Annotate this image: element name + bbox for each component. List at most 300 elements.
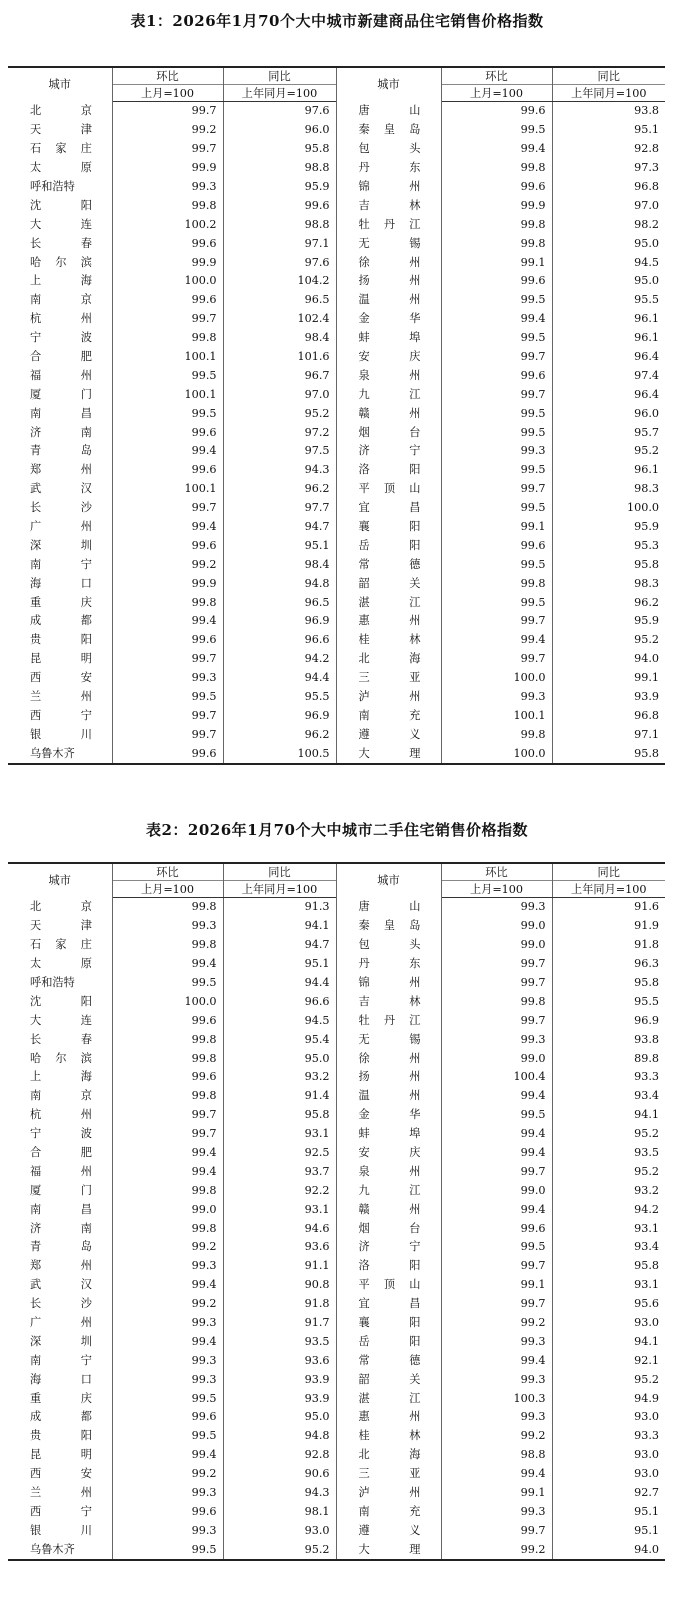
yoy-value: 93.5 bbox=[223, 1332, 336, 1351]
mom-value: 100.1 bbox=[441, 707, 552, 726]
yoy-value: 95.0 bbox=[552, 272, 665, 291]
mom-value: 99.4 bbox=[112, 612, 223, 631]
table-row bbox=[8, 936, 665, 955]
city-label: 韶 关 bbox=[358, 576, 421, 590]
table-row bbox=[8, 178, 665, 197]
city-label: 济 南 bbox=[30, 425, 92, 439]
mom-value: 99.7 bbox=[441, 955, 552, 974]
city-name bbox=[336, 612, 441, 631]
mom-value: 99.6 bbox=[441, 536, 552, 555]
city-label: 无 锡 bbox=[358, 236, 421, 250]
city-name bbox=[8, 215, 112, 234]
city-label: 合 肥 bbox=[30, 1146, 92, 1160]
yoy-value: 95.9 bbox=[223, 178, 336, 197]
table-row bbox=[8, 1540, 665, 1560]
city-label: 常 德 bbox=[358, 557, 421, 571]
city-name bbox=[336, 574, 441, 593]
yoy-value: 95.1 bbox=[552, 1521, 665, 1540]
city-name bbox=[336, 536, 441, 555]
city-name bbox=[8, 423, 112, 442]
mom-value: 99.8 bbox=[112, 1087, 223, 1106]
yoy-value: 95.5 bbox=[223, 688, 336, 707]
city-label: 海 口 bbox=[30, 576, 92, 590]
yoy-value: 95.8 bbox=[552, 1257, 665, 1276]
table-row bbox=[8, 1087, 665, 1106]
mom-value: 99.3 bbox=[441, 1408, 552, 1427]
yoy-value: 91.1 bbox=[223, 1257, 336, 1276]
city-label: 杭 州 bbox=[30, 312, 92, 326]
yoy-value: 96.7 bbox=[223, 366, 336, 385]
city-label: 大 理 bbox=[358, 746, 421, 760]
city-name bbox=[8, 253, 112, 272]
city-name bbox=[8, 518, 112, 537]
city-label: 沈 阳 bbox=[30, 198, 92, 212]
city-label: 郑 州 bbox=[30, 463, 92, 477]
city-name bbox=[8, 121, 112, 140]
city-label: 长 春 bbox=[30, 1032, 92, 1046]
yoy-value: 95.1 bbox=[552, 1503, 665, 1522]
city-label: 吉 林 bbox=[358, 994, 421, 1008]
yoy-value: 95.2 bbox=[552, 631, 665, 650]
mom-value: 99.5 bbox=[112, 1427, 223, 1446]
city-name bbox=[336, 1332, 441, 1351]
yoy-value: 96.9 bbox=[223, 707, 336, 726]
table-row bbox=[8, 234, 665, 253]
mom-value: 99.2 bbox=[112, 1295, 223, 1314]
mom-value: 99.6 bbox=[112, 423, 223, 442]
table-row bbox=[8, 404, 665, 423]
city-label: 沈 阳 bbox=[30, 994, 92, 1008]
city-name bbox=[336, 631, 441, 650]
yoy-value: 96.4 bbox=[552, 348, 665, 367]
city-name bbox=[336, 1144, 441, 1163]
yoy-value: 96.8 bbox=[552, 707, 665, 726]
table-row bbox=[8, 310, 665, 329]
yoy-value: 97.6 bbox=[223, 253, 336, 272]
yoy-value: 96.6 bbox=[223, 631, 336, 650]
city-name bbox=[8, 1068, 112, 1087]
mom-value: 99.8 bbox=[112, 936, 223, 955]
city-label: 赣 州 bbox=[358, 406, 421, 420]
city-name bbox=[336, 291, 441, 310]
table-row bbox=[8, 1011, 665, 1030]
city-name bbox=[336, 272, 441, 291]
city-label: 哈 尔 滨 bbox=[30, 1051, 92, 1065]
mom-value: 100.0 bbox=[112, 272, 223, 291]
mom-value: 99.5 bbox=[441, 1106, 552, 1125]
mom-value: 99.7 bbox=[441, 650, 552, 669]
city-name bbox=[8, 574, 112, 593]
mom-value: 99.8 bbox=[441, 992, 552, 1011]
yoy-value: 91.4 bbox=[223, 1087, 336, 1106]
yoy-value: 95.5 bbox=[552, 992, 665, 1011]
city-name bbox=[336, 1181, 441, 1200]
mom-value: 99.5 bbox=[441, 423, 552, 442]
city-name bbox=[336, 898, 441, 917]
city-name bbox=[336, 1389, 441, 1408]
mom-value: 99.1 bbox=[441, 253, 552, 272]
yoy-value: 95.2 bbox=[552, 1162, 665, 1181]
table-row bbox=[8, 480, 665, 499]
city-label: 南 宁 bbox=[30, 1353, 92, 1367]
city-name bbox=[8, 536, 112, 555]
table-row bbox=[8, 423, 665, 442]
table-row bbox=[8, 1257, 665, 1276]
table-row bbox=[8, 1106, 665, 1125]
city-label: 呼和浩特 bbox=[30, 180, 75, 193]
city-label: 青 岛 bbox=[30, 444, 92, 458]
city-label: 兰 州 bbox=[30, 690, 92, 704]
mom-value: 99.5 bbox=[441, 1238, 552, 1257]
city-label: 天 津 bbox=[30, 919, 92, 933]
city-name bbox=[336, 936, 441, 955]
yoy-value: 99.6 bbox=[223, 196, 336, 215]
mom-value: 99.0 bbox=[112, 1200, 223, 1219]
city-name bbox=[8, 1540, 112, 1560]
mom-value: 99.8 bbox=[112, 196, 223, 215]
mom-value: 99.8 bbox=[441, 574, 552, 593]
mom-value: 99.6 bbox=[441, 1219, 552, 1238]
mom-value: 99.4 bbox=[112, 1162, 223, 1181]
yoy-value: 90.8 bbox=[223, 1276, 336, 1295]
yoy-value: 93.9 bbox=[223, 1389, 336, 1408]
city-name bbox=[336, 178, 441, 197]
city-name bbox=[336, 725, 441, 744]
mom-value: 99.4 bbox=[112, 1276, 223, 1295]
city-label: 九 江 bbox=[358, 1183, 421, 1197]
city-name bbox=[8, 898, 112, 917]
yoy-value: 92.1 bbox=[552, 1351, 665, 1370]
yoy-value: 94.1 bbox=[223, 917, 336, 936]
city-label: 桂 林 bbox=[358, 1429, 421, 1443]
yoy-value: 91.8 bbox=[552, 936, 665, 955]
city-name bbox=[8, 1295, 112, 1314]
table-row bbox=[8, 1446, 665, 1465]
city-label: 平 顶 山 bbox=[358, 482, 421, 496]
yoy-value: 96.1 bbox=[552, 329, 665, 348]
city-name bbox=[336, 955, 441, 974]
city-name bbox=[336, 1427, 441, 1446]
mom-value: 99.3 bbox=[441, 898, 552, 917]
city-label: 北 京 bbox=[30, 900, 92, 914]
city-label: 泉 州 bbox=[358, 368, 421, 382]
header-mom: 环比 bbox=[112, 863, 223, 881]
city-name bbox=[336, 1219, 441, 1238]
city-name bbox=[8, 650, 112, 669]
yoy-value: 89.8 bbox=[552, 1049, 665, 1068]
yoy-value: 94.2 bbox=[552, 1200, 665, 1219]
yoy-value: 97.7 bbox=[223, 499, 336, 518]
mom-value: 99.4 bbox=[441, 1465, 552, 1484]
city-name bbox=[8, 102, 112, 121]
mom-value: 99.4 bbox=[112, 1332, 223, 1351]
yoy-value: 96.9 bbox=[223, 612, 336, 631]
city-label: 长 沙 bbox=[30, 1297, 92, 1311]
mom-value: 99.4 bbox=[112, 1446, 223, 1465]
city-label: 锦 州 bbox=[358, 180, 421, 193]
mom-value: 99.6 bbox=[112, 631, 223, 650]
city-label: 安 庆 bbox=[358, 350, 421, 364]
city-name bbox=[336, 253, 441, 272]
city-name bbox=[8, 329, 112, 348]
city-name bbox=[8, 612, 112, 631]
yoy-value: 96.8 bbox=[552, 178, 665, 197]
yoy-value: 98.3 bbox=[552, 574, 665, 593]
mom-value: 99.8 bbox=[112, 1049, 223, 1068]
city-name bbox=[8, 955, 112, 974]
table-row bbox=[8, 348, 665, 367]
mom-value: 99.5 bbox=[112, 688, 223, 707]
yoy-value: 97.4 bbox=[552, 366, 665, 385]
yoy-value: 95.4 bbox=[223, 1030, 336, 1049]
city-name bbox=[336, 385, 441, 404]
city-name bbox=[336, 215, 441, 234]
city-label: 郑 州 bbox=[30, 1259, 92, 1273]
city-name bbox=[336, 423, 441, 442]
yoy-value: 94.1 bbox=[552, 1106, 665, 1125]
table-row bbox=[8, 1465, 665, 1484]
table-row bbox=[8, 1370, 665, 1389]
yoy-value: 93.0 bbox=[552, 1314, 665, 1333]
yoy-value: 96.1 bbox=[552, 310, 665, 329]
mom-value: 99.2 bbox=[112, 121, 223, 140]
city-label: 深 圳 bbox=[30, 1334, 92, 1348]
mom-value: 99.6 bbox=[112, 536, 223, 555]
city-label: 武 汉 bbox=[30, 482, 92, 496]
mom-value: 99.5 bbox=[441, 461, 552, 480]
yoy-value: 94.3 bbox=[223, 1484, 336, 1503]
table-row bbox=[8, 1125, 665, 1144]
city-name bbox=[336, 461, 441, 480]
yoy-value: 93.9 bbox=[223, 1370, 336, 1389]
city-label: 成 都 bbox=[30, 1410, 92, 1424]
table-row bbox=[8, 555, 665, 574]
city-name bbox=[336, 140, 441, 159]
city-name bbox=[336, 196, 441, 215]
city-label: 桂 林 bbox=[358, 633, 421, 647]
city-name bbox=[336, 1106, 441, 1125]
table-row bbox=[8, 1521, 665, 1540]
city-label: 金 华 bbox=[358, 312, 421, 326]
yoy-value: 93.6 bbox=[223, 1351, 336, 1370]
table-row bbox=[8, 650, 665, 669]
yoy-value: 93.1 bbox=[223, 1125, 336, 1144]
table-row bbox=[8, 461, 665, 480]
table-row bbox=[8, 1314, 665, 1333]
city-label: 大 连 bbox=[30, 217, 92, 231]
city-label: 宜 昌 bbox=[358, 1297, 421, 1311]
mom-value: 99.6 bbox=[112, 1408, 223, 1427]
city-label: 徐 州 bbox=[358, 255, 421, 269]
city-label: 兰 州 bbox=[30, 1486, 92, 1500]
city-label: 南 昌 bbox=[30, 406, 92, 420]
yoy-value: 96.6 bbox=[223, 992, 336, 1011]
table-row bbox=[8, 612, 665, 631]
mom-value: 99.7 bbox=[112, 650, 223, 669]
header-yoy: 同比 bbox=[223, 863, 336, 881]
city-label: 无 锡 bbox=[358, 1032, 421, 1046]
city-name bbox=[8, 1144, 112, 1163]
city-label: 烟 台 bbox=[358, 425, 421, 439]
city-label: 西 安 bbox=[30, 671, 92, 685]
city-label: 北 海 bbox=[358, 652, 421, 666]
yoy-value: 93.1 bbox=[223, 1200, 336, 1219]
table-row bbox=[8, 140, 665, 159]
mom-value: 99.7 bbox=[112, 310, 223, 329]
city-label: 大 理 bbox=[358, 1542, 421, 1556]
mom-value: 99.4 bbox=[112, 955, 223, 974]
city-name bbox=[8, 1049, 112, 1068]
city-label: 泉 州 bbox=[358, 1164, 421, 1178]
mom-value: 99.3 bbox=[441, 688, 552, 707]
city-label: 南 充 bbox=[358, 708, 421, 722]
city-label: 扬 州 bbox=[358, 1070, 421, 1084]
yoy-value: 97.5 bbox=[223, 442, 336, 461]
mom-value: 99.4 bbox=[441, 1125, 552, 1144]
mom-value: 99.4 bbox=[112, 518, 223, 537]
mom-value: 99.5 bbox=[441, 499, 552, 518]
yoy-value: 99.1 bbox=[552, 669, 665, 688]
yoy-value: 97.6 bbox=[223, 102, 336, 121]
city-label: 海 口 bbox=[30, 1372, 92, 1386]
city-label: 九 江 bbox=[358, 387, 421, 401]
yoy-value: 91.3 bbox=[223, 898, 336, 917]
yoy-value: 97.2 bbox=[223, 423, 336, 442]
yoy-value: 102.4 bbox=[223, 310, 336, 329]
mom-value: 99.4 bbox=[441, 140, 552, 159]
yoy-value: 93.1 bbox=[552, 1276, 665, 1295]
city-name bbox=[336, 1503, 441, 1522]
header-yoy: 同比 bbox=[552, 67, 665, 85]
city-name bbox=[336, 593, 441, 612]
mom-value: 99.8 bbox=[112, 898, 223, 917]
yoy-value: 92.8 bbox=[223, 1446, 336, 1465]
yoy-value: 95.7 bbox=[552, 423, 665, 442]
city-name bbox=[8, 669, 112, 688]
city-name bbox=[8, 1162, 112, 1181]
table-row bbox=[8, 215, 665, 234]
yoy-value: 95.8 bbox=[223, 1106, 336, 1125]
table1-new-housing-price-index bbox=[8, 66, 665, 765]
yoy-value: 95.5 bbox=[552, 291, 665, 310]
mom-value: 99.8 bbox=[441, 159, 552, 178]
city-name bbox=[8, 480, 112, 499]
city-name bbox=[8, 1106, 112, 1125]
city-label: 福 州 bbox=[30, 368, 92, 382]
header-mom-base: 上月=100 bbox=[441, 881, 552, 898]
table-row bbox=[8, 1295, 665, 1314]
yoy-value: 92.7 bbox=[552, 1484, 665, 1503]
table1-title: 表1：2026年1月70个大中城市新建商品住宅销售价格指数 bbox=[130, 12, 544, 30]
city-name bbox=[8, 1219, 112, 1238]
city-label: 常 德 bbox=[358, 1353, 421, 1367]
yoy-value: 93.1 bbox=[552, 1219, 665, 1238]
city-label: 重 庆 bbox=[30, 595, 92, 609]
yoy-value: 95.8 bbox=[552, 555, 665, 574]
city-label: 湛 江 bbox=[358, 1391, 421, 1405]
mom-value: 99.7 bbox=[441, 1521, 552, 1540]
city-label: 洛 阳 bbox=[358, 1259, 421, 1273]
city-name bbox=[8, 631, 112, 650]
mom-value: 99.9 bbox=[112, 253, 223, 272]
city-name bbox=[336, 234, 441, 253]
city-label: 北 海 bbox=[358, 1448, 421, 1462]
yoy-value: 96.9 bbox=[552, 1011, 665, 1030]
mom-value: 99.4 bbox=[441, 1087, 552, 1106]
header-mom: 环比 bbox=[441, 863, 552, 881]
mom-value: 99.6 bbox=[112, 1503, 223, 1522]
yoy-value: 90.6 bbox=[223, 1465, 336, 1484]
yoy-value: 95.8 bbox=[552, 744, 665, 764]
city-name bbox=[336, 1276, 441, 1295]
city-label: 岳 阳 bbox=[358, 1334, 421, 1348]
yoy-value: 94.7 bbox=[223, 518, 336, 537]
city-name bbox=[336, 1087, 441, 1106]
yoy-value: 95.1 bbox=[223, 955, 336, 974]
table2-second-hand-housing-price-index bbox=[8, 862, 665, 1561]
city-name bbox=[8, 688, 112, 707]
mom-value: 99.6 bbox=[112, 744, 223, 764]
table-row bbox=[8, 1238, 665, 1257]
city-name bbox=[336, 1257, 441, 1276]
city-label: 西 安 bbox=[30, 1467, 92, 1481]
city-name bbox=[336, 159, 441, 178]
mom-value: 99.7 bbox=[441, 348, 552, 367]
city-label: 天 津 bbox=[30, 123, 92, 137]
mom-value: 99.3 bbox=[112, 1370, 223, 1389]
yoy-value: 95.0 bbox=[552, 234, 665, 253]
yoy-value: 95.9 bbox=[552, 612, 665, 631]
mom-value: 99.4 bbox=[441, 631, 552, 650]
city-label: 蚌 埠 bbox=[358, 331, 421, 345]
yoy-value: 95.1 bbox=[223, 536, 336, 555]
yoy-value: 96.3 bbox=[552, 955, 665, 974]
yoy-value: 97.0 bbox=[552, 196, 665, 215]
yoy-value: 93.6 bbox=[223, 1238, 336, 1257]
yoy-value: 93.4 bbox=[552, 1238, 665, 1257]
city-name bbox=[8, 178, 112, 197]
city-label: 长 春 bbox=[30, 236, 92, 250]
mom-value: 99.2 bbox=[112, 555, 223, 574]
mom-value: 100.4 bbox=[441, 1068, 552, 1087]
city-name bbox=[8, 159, 112, 178]
city-label: 石 家 庄 bbox=[30, 938, 92, 952]
city-label: 三 亚 bbox=[358, 671, 421, 685]
table2-title: 表2：2026年1月70个大中城市二手住宅销售价格指数 bbox=[146, 821, 528, 839]
city-label: 惠 州 bbox=[358, 614, 421, 628]
table-row bbox=[8, 1181, 665, 1200]
mom-value: 100.0 bbox=[441, 669, 552, 688]
city-name bbox=[8, 1521, 112, 1540]
table-row bbox=[8, 385, 665, 404]
city-name bbox=[336, 1162, 441, 1181]
mom-value: 99.5 bbox=[112, 1540, 223, 1560]
table-row bbox=[8, 499, 665, 518]
city-label: 唐 山 bbox=[358, 104, 421, 118]
table-row bbox=[8, 1351, 665, 1370]
yoy-value: 93.0 bbox=[223, 1521, 336, 1540]
mom-value: 99.7 bbox=[112, 707, 223, 726]
mom-value: 99.7 bbox=[441, 612, 552, 631]
city-label: 襄 阳 bbox=[358, 1316, 421, 1330]
city-label: 贵 阳 bbox=[30, 633, 92, 647]
city-label: 牡 丹 江 bbox=[358, 1013, 421, 1027]
city-name bbox=[8, 234, 112, 253]
city-label: 贵 阳 bbox=[30, 1429, 92, 1443]
yoy-value: 95.2 bbox=[552, 1125, 665, 1144]
city-name bbox=[336, 518, 441, 537]
yoy-value: 100.0 bbox=[552, 499, 665, 518]
